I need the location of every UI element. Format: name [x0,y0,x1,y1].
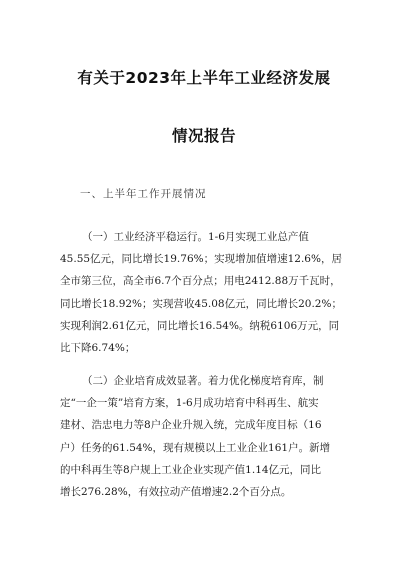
paragraph-line: （二）企业培育成效显著。着力优化梯度培育库，制 [82,375,324,387]
paragraph-line: 同比增长18.92%；实现营收45.08亿元，同比增长20.2%； [60,297,342,310]
document-title-line-1: 有关于2023年上半年工业经济发展 [77,69,331,87]
paragraph-line: （一）工业经济平稳运行。1-6月实现工业总产值 [82,231,309,243]
paragraph-line: 实现利润2.61亿元，同比增长16.54%。纳税6106万元，同 [60,319,340,332]
paragraph-line: 全市第三位，高全市6.7个百分点；用电2412.88万千瓦时， [60,275,341,288]
paragraph-line: 户）任务的61.54%，现有规模以上工业企业161户。新增 [60,441,331,454]
paragraph-industrial-economy [60,226,360,359]
paragraph-line: 的中科再生等8户规上工业企业实现产值1.14亿元，同比 [60,463,322,476]
document-title-line-2: 情况报告 [171,127,236,145]
section-heading: 一、上半年工作开展情况 [80,188,207,200]
paragraph-line: 定“一企一策”培育方案，1-6月成功培育中科再生、航实 [60,397,319,410]
paragraph-enterprise-cultivation [60,370,360,503]
paragraph-line: 增长276.28%，有效拉动产值增速2.2个百分点。 [60,486,292,499]
paragraph-line: 比下降6.74%； [60,342,136,355]
paragraph-line: 建材、浩忠电力等8户企业升规入统，完成年度目标（16 [60,419,322,432]
paragraph-line: 45.55亿元，同比增长19.76%；实现增加值增速12.6%，居 [60,253,342,266]
